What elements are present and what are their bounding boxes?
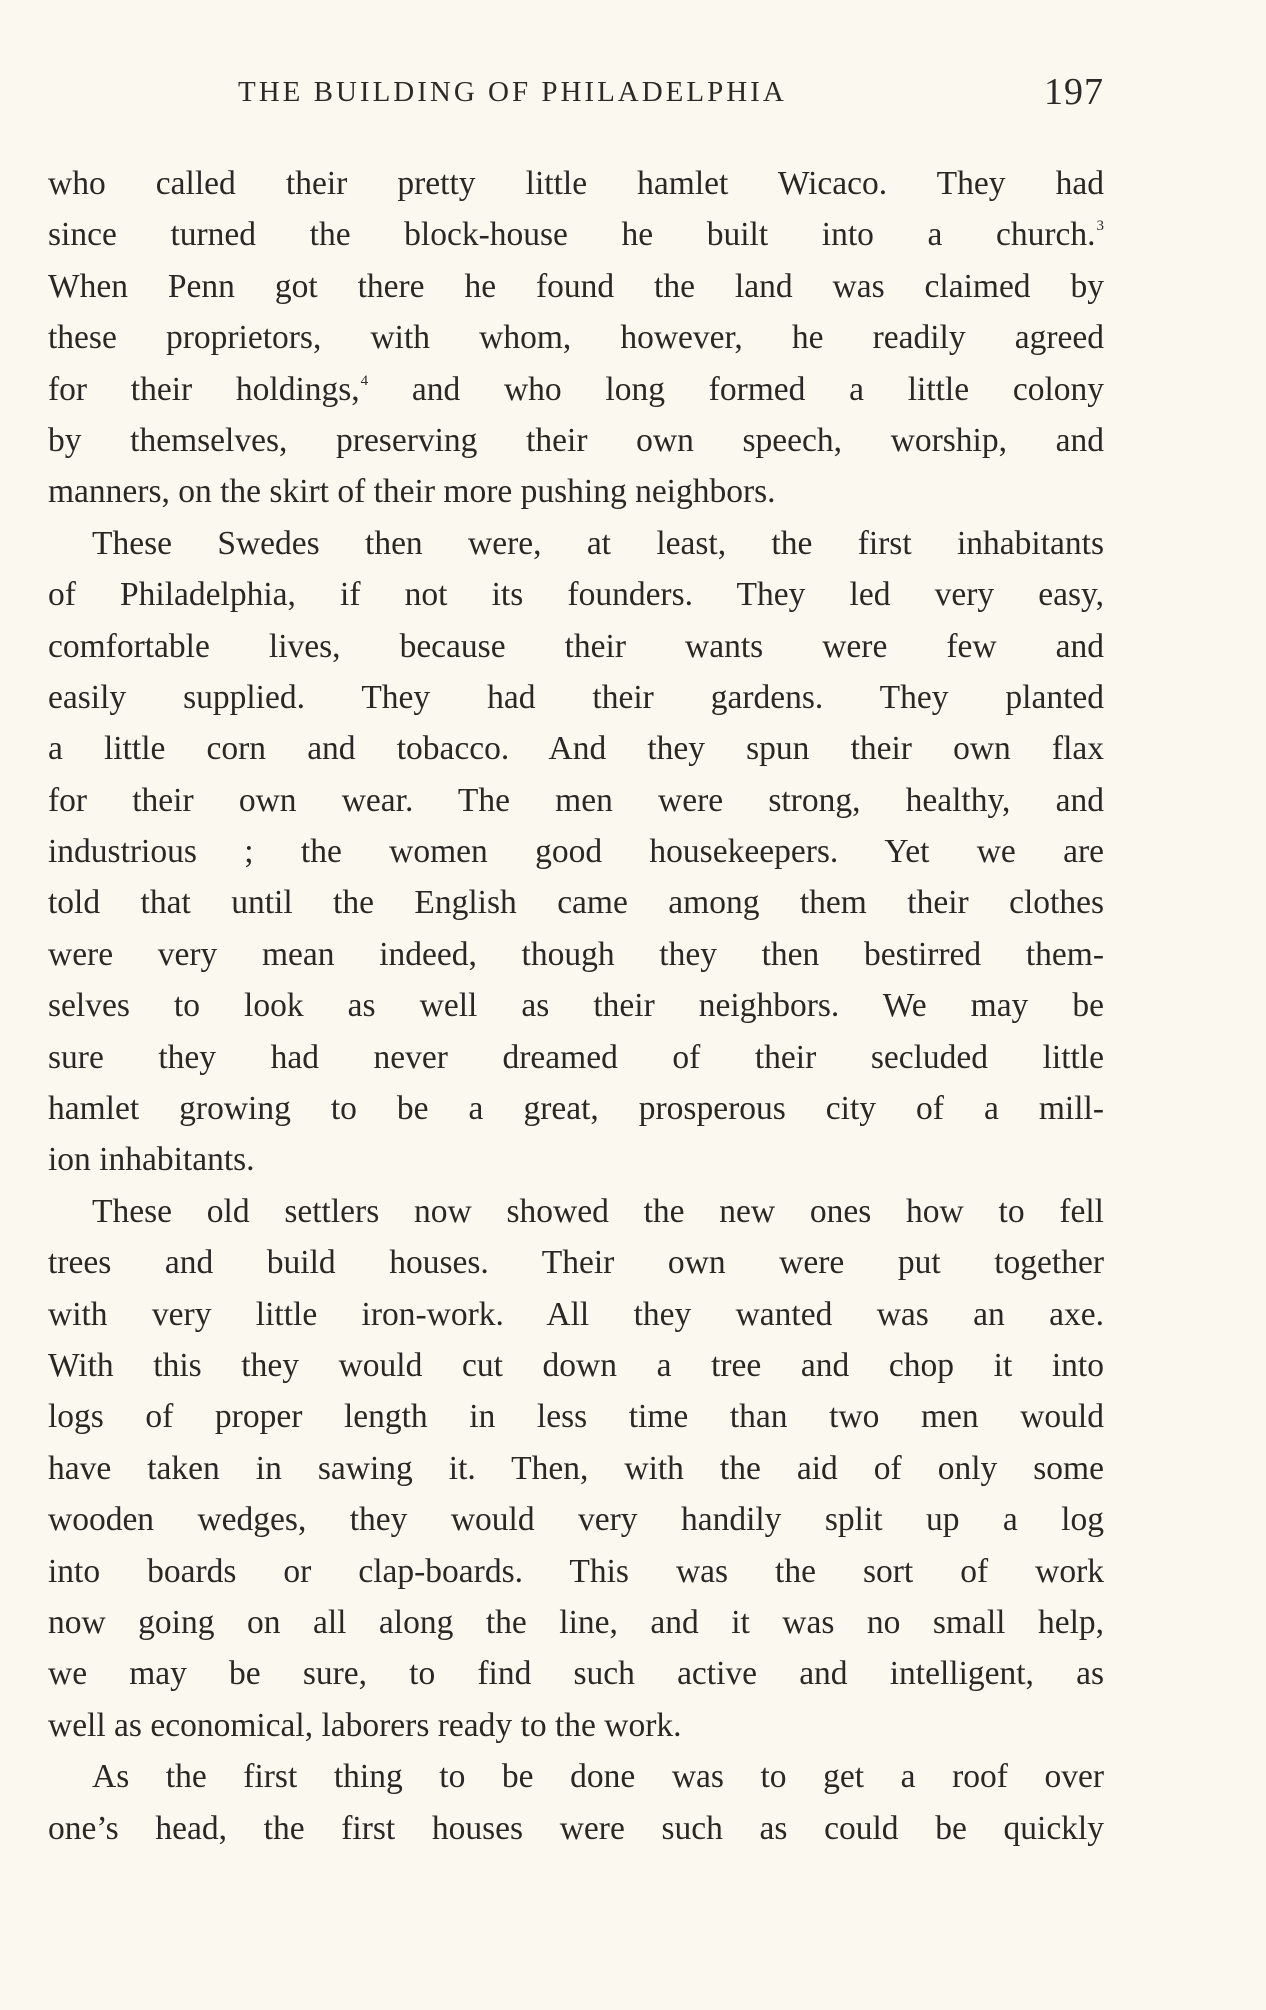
text-line: trees and build houses. Their own were put together [48,1244,1104,1282]
body-text [48,158,1104,1854]
text-line: well as economical, laborers ready to the work. [48,1706,682,1744]
text-line: logs of proper length in less time than two men would [48,1398,1104,1436]
text-line: comfortable lives, because their wants were few and [48,627,1104,665]
text-line-content: and who long formed a little colony [411,370,1105,408]
text-line: easily supplied. They had their gardens. They planted [48,678,1104,716]
text-line: these proprietors, with whom, however, he readily agreed [48,319,1104,357]
text-line: of Philadelphia, if not its founders. They led very easy, [48,576,1104,614]
text-line: a little corn and tobacco. And they spun their own flax [48,730,1104,768]
text-line: with very little iron-work. All they wanted was an axe. [48,1295,1104,1333]
text-line: hamlet growing to be a great, prosperous city of a mill- [48,1090,1104,1128]
text-line: for their own wear. The men were strong, healthy, and [48,781,1104,819]
text-line: told that until the English came among them their clothes [48,884,1104,922]
running-header-title: THE BUILDING OF PHILADELPHIA [238,76,787,108]
text-line: When Penn got there he found the land was claimed by [48,267,1104,305]
text-line: into boards or clap-boards. This was the sort of work [48,1552,1104,1590]
text-line [48,364,1104,415]
footnote-marker: 4 [360,372,369,389]
paragraph-first-line: These Swedes then were, at least, the first inhabitants [92,524,1104,562]
paragraph-first-line: These old settlers now showed the new ones how to fell [92,1192,1104,1230]
paragraph-first-line: As the first thing to be done was to get a roof over [92,1758,1104,1796]
text-line-content: since turned the block-house he built into a church. [48,216,1096,254]
text-line: we may be sure, to find such active and intelligent, as [48,1655,1104,1693]
text-line: sure they had never dreamed of their secluded little [48,1038,1104,1076]
page-number: 197 [1044,71,1104,113]
text-line-content: for their holdings, [48,370,360,408]
text-line [48,209,1104,260]
text-line: industrious ; the women good housekeepers. Yet we are [48,833,1104,871]
text-line: With this they would cut down a tree and chop it into [48,1346,1104,1384]
text-line: were very mean indeed, though they then bestirred them- [48,935,1104,973]
footnote-marker: 3 [1096,218,1104,235]
text-line: wooden wedges, they would very handily split up a log [48,1501,1104,1539]
text-line: have taken in sawing it. Then, with the aid of only some [48,1449,1104,1487]
text-line: selves to look as well as their neighbors. We may be [48,987,1104,1025]
running-header [48,70,1104,120]
text-line: by themselves, preserving their own speech, worship, and [48,421,1104,459]
text-line: one’s head, the first houses were such as could be quickly [48,1809,1104,1847]
text-line: manners, on the skirt of their more pushing neighbors. [48,473,776,511]
text-line: who called their pretty little hamlet Wicaco. They had [48,165,1104,202]
text-line: ion inhabitants. [48,1141,255,1179]
text-line: now going on all along the line, and it was no small help, [48,1603,1104,1641]
